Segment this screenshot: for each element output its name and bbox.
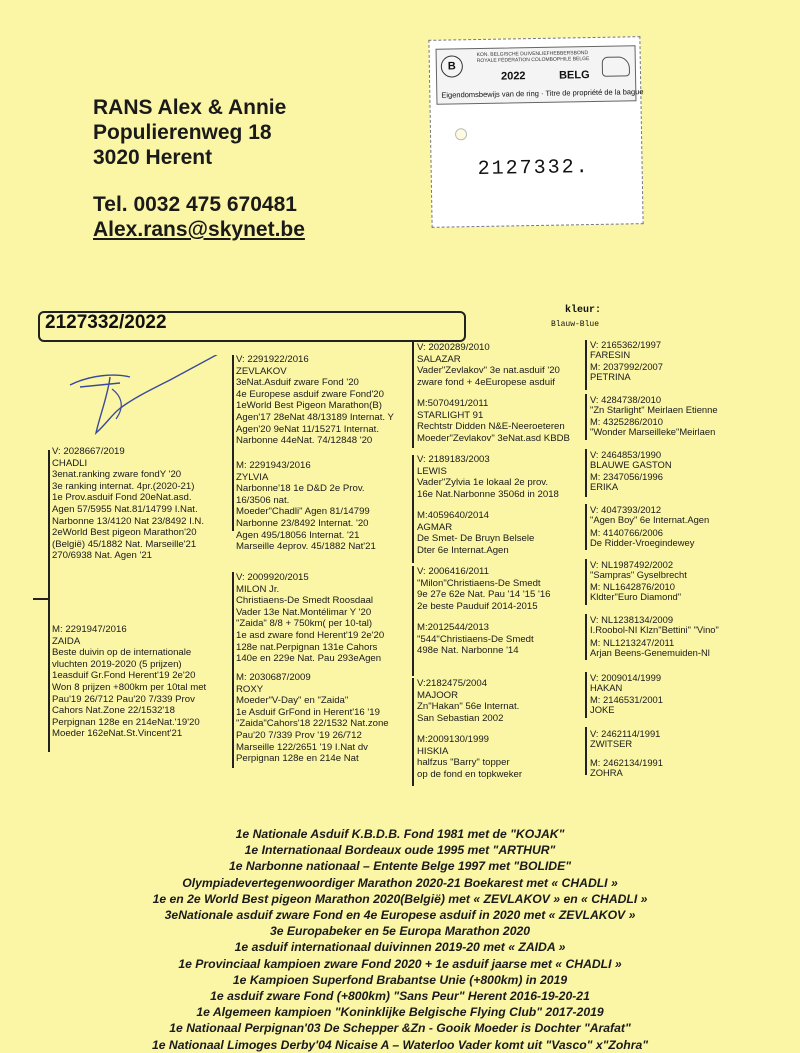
achievement-item: 1e asduif zware Fond (+800km) "Sans Peur" Herent 2016-19-20-21: [210, 989, 590, 1004]
g4-name: "Wonder Marseilleke"Meirlaen: [590, 426, 716, 438]
bracket-line: [585, 340, 587, 390]
fff-name: SALAZAR: [417, 353, 461, 365]
g4-entry: [590, 582, 681, 603]
mm-info: Pau'20 7/339 Prov '19 26/712: [236, 729, 362, 741]
mff-info: 9e 27e 62e Nat. Pau '14 '15 '16: [417, 589, 551, 601]
mf-info: Christiaens-De Smedt Roosdaal: [236, 595, 374, 607]
fmf-info: Vader"Zylvia 1e lokaal 2e prov.: [417, 477, 549, 489]
father-ring: V: 2028667/2019: [52, 446, 125, 457]
mf-info: 1e asd zware fond Herent'19 2e'20: [236, 629, 385, 641]
owner-name: RANS Alex & Annie: [93, 96, 287, 119]
g4-name: ZWITSER: [590, 738, 633, 750]
g4-entry: [590, 362, 663, 383]
pedigree-father: [52, 446, 204, 562]
ring-certificate: [428, 36, 643, 228]
bracket-line: [585, 559, 587, 605]
g4-entry: [590, 472, 663, 493]
fm-info: Marseille 4eprov. 45/1882 Nat'21: [236, 541, 376, 553]
g4-ring: V: NL1987492/2002: [590, 559, 674, 570]
mmf-info: San Sebastian 2002: [417, 712, 504, 724]
g4-ring: M: 4140766/2006: [590, 527, 663, 538]
mother-info: Won 8 prijzen +800km per 10tal met: [52, 681, 207, 693]
achievement-item: 3eNationale asduif zware Fond en 4e Europese asduif in 2020 met « ZEVLAKOV »: [164, 908, 636, 923]
fmf-info: 16e Nat.Narbonne 3506d in 2018: [417, 488, 559, 500]
g4-entry: [590, 638, 710, 659]
ff-name: ZEVLAKOV: [236, 365, 287, 377]
g4-name: PETRINA: [590, 371, 631, 383]
mf-info: 128e nat.Perpignan 131e Cahors: [236, 641, 378, 653]
mother-info: Cahors Nat.Zone 22/1532'18: [52, 705, 175, 717]
mother-info: 1easduif Gr.Fond Herent'19 2e'20: [52, 670, 196, 682]
mother-info: Beste duivin op de internationale: [52, 647, 192, 659]
father-name: CHADLI: [52, 457, 88, 469]
mother-info: Moeder 162eNat.St.Vincent'21: [52, 728, 183, 740]
g4-entry: [590, 560, 687, 581]
g4-entry: [590, 505, 709, 526]
bracket-line: [232, 355, 234, 531]
achievement-item: 1e en 2e World Best pigeon Marathon 2020(België) met « ZEVLAKOV » en « CHADLI »: [152, 891, 648, 906]
g4-name: HAKAN: [590, 682, 623, 694]
bracket-line: [232, 572, 234, 768]
bracket-line: [585, 672, 587, 718]
g4-entry: [590, 528, 694, 549]
g4-name: Arjan Beens-Genemuiden-Nl: [590, 647, 710, 659]
fm-name: ZYLVIA: [236, 471, 269, 483]
mm-info: "Zaida"Cahors'18 22/1532 Nat.zone: [236, 718, 389, 730]
fm-info: Agen 495/18056 Internat. '21: [236, 529, 360, 541]
mm-ring: M: 2030687/2009: [236, 672, 311, 683]
pedigree-mff: [417, 566, 551, 612]
kbdb-logo-icon: B: [441, 55, 463, 77]
pedigree-ff: [236, 354, 394, 447]
g4-name: Kldter"Euro Diamond": [590, 591, 682, 603]
achievements-list: [0, 826, 800, 1053]
g4-entry: [590, 340, 661, 361]
fff-ring: V: 2020289/2010: [417, 342, 490, 353]
owner-street: Populierenweg 18: [93, 121, 272, 144]
fmf-ring: V: 2189183/2003: [417, 454, 490, 465]
g4-ring: M: 4325286/2010: [590, 416, 663, 427]
mmm-info: halfzus "Barry" topper: [417, 757, 510, 769]
certificate-year: 2022: [500, 70, 526, 83]
g4-entry: [590, 450, 672, 471]
bracket-line: [412, 342, 414, 448]
fmm-info: De Smet- De Bruyn Belsele: [417, 533, 535, 545]
achievement-item: 3e Europabeker en 5e Europa Marathon 2020: [269, 924, 531, 939]
mf-name: MILON Jr.: [236, 583, 280, 595]
achievement-item: 1e Nationale Asduif K.B.D.B. Fond 1981 met de "KOJAK": [235, 827, 565, 841]
fff-info: zware fond + 4eEuropese asduif: [417, 376, 555, 388]
achievement-item: 1e Algemeen kampioen "Koninklijke Belgische Flying Club" 2017-2019: [196, 1005, 604, 1020]
g4-ring: M: 2037992/2007: [590, 361, 663, 372]
g4-ring: V: 4047393/2012: [590, 504, 662, 515]
mmm-info: op de fond en topkweker: [417, 768, 523, 780]
ffm-info: Rechtstr Didden N&E-Neeroeteren: [417, 421, 565, 433]
g4-entry: [590, 615, 719, 636]
mff-name: "Milon"Christiaens-De Smedt: [417, 577, 541, 589]
achievement-item: 1e Provinciaal kampioen zware Fond 2020 + 1e asduif jaarse met « CHADLI »: [178, 956, 622, 971]
achievement-item: Olympiadevertegenwoordiger Marathon 2020-21 Boekarest met « CHADLI »: [182, 875, 618, 890]
ff-info: Agen'20 9eNat 11/15271 Internat.: [236, 423, 380, 435]
father-info: Agen 57/5955 Nat.81/14799 I.Nat.: [52, 503, 198, 515]
bracket-line: [48, 450, 50, 752]
pedigree-fmf: [417, 454, 559, 500]
ff-info: Agen'17 28eNat 48/13189 Internat. Y: [236, 411, 394, 423]
mm-name: ROXY: [236, 683, 264, 695]
org-line-2: ROYALE FÉDÉRATION COLOMBOPHILE BELGE: [476, 56, 590, 65]
g4-entry: [590, 695, 663, 716]
org-line-1: KON. BELGISCHE DUIVENLIEFHEBBERSBOND: [476, 50, 589, 59]
g4-name: I.Roobol-NI Klzn"Bettini" "Vino": [590, 624, 719, 636]
bracket-line: [585, 394, 587, 440]
g4-name: ZOHRA: [590, 767, 623, 779]
father-info: 2eWorld Best pigeon Marathon'20: [52, 527, 197, 539]
g4-name: ERIKA: [590, 481, 619, 493]
certificate-header: [436, 45, 644, 104]
bracket-line: [585, 614, 587, 660]
ring-number: 2127332/2022: [45, 312, 167, 333]
g4-name: De Ridder-Vroegindewey: [590, 537, 695, 549]
father-info: 3enat.ranking zware fondY '20: [52, 469, 182, 481]
certificate-country: BELG: [558, 69, 590, 82]
mm-info: 1e Asduif GrFond in Herent'16 '19: [236, 706, 380, 718]
bracket-line: [585, 727, 587, 775]
owner-email-link[interactable]: Alex.rans@skynet.be: [93, 218, 305, 241]
g4-ring: V: 4284738/2010: [590, 394, 662, 405]
mother-ring: M: 2291947/2016: [52, 624, 127, 635]
achievement-item: 1e Kampioen Superfond Brabantse Unie (+800km) in 2019: [232, 972, 568, 987]
g4-ring: M: NL1642876/2010: [590, 581, 675, 592]
signature-icon: [60, 355, 230, 445]
pigeon-icon: [602, 56, 630, 76]
ff-info: 1eWorld Best Pigeon Marathon(B): [236, 400, 382, 412]
fm-info: Narbonne'18 1e D&D 2e Prov.: [236, 483, 365, 495]
fm-ring: M: 2291943/2016: [236, 460, 311, 471]
pedigree-fff: [417, 342, 560, 388]
ffm-info: Moeder"Zevlakov" 3eNat.asd KBDB: [417, 432, 570, 444]
g4-ring: V: 2462114/1991: [590, 728, 661, 739]
pedigree-mmf: [417, 678, 519, 724]
mf-info: "Zaida" 8/8 + 750km( per 10-tal): [236, 618, 373, 630]
mmf-ring: V:2182475/2004: [417, 678, 488, 689]
ffm-name: STARLIGHT 91: [417, 409, 484, 421]
pedigree-mother: [52, 624, 206, 740]
mmm-ring: M:2009130/1999: [417, 734, 490, 745]
pedigree-mm: [236, 672, 389, 765]
fm-info: Moeder"Chadli" Agen 81/14799: [236, 506, 370, 518]
g4-entry: [590, 673, 661, 694]
g4-ring: V: 2165362/1997: [590, 339, 662, 350]
achievement-item: 1e Internationaal Bordeaux oude 1995 met "ARTHUR": [244, 843, 556, 858]
mm-info: Perpignan 128e en 214e Nat: [236, 753, 359, 765]
owner-city: 3020 Herent: [93, 146, 213, 169]
g4-ring: M: NL1213247/2011: [590, 637, 675, 648]
fmm-info: Dter 6e Internat.Agen: [417, 544, 509, 556]
bracket-line: [412, 566, 414, 676]
g4-entry: [590, 395, 718, 416]
g4-entry: [590, 729, 660, 750]
g4-ring: M: 2347056/1996: [590, 471, 663, 482]
g4-ring: V: NL1238134/2009: [590, 614, 674, 625]
fm-info: 16/3506 nat.: [236, 494, 290, 506]
g4-name: BLAUWE GASTON: [590, 459, 672, 471]
bracket-line: [33, 598, 49, 600]
g4-entry: [590, 417, 715, 438]
mf-info: Vader 13e Nat.Montélimar Y '20: [236, 606, 372, 618]
g4-name: "Sampras" Gyselbrecht: [590, 569, 687, 581]
g4-entry: [590, 758, 663, 779]
g4-ring: V: 2464853/1990: [590, 449, 662, 460]
father-info: (België) 45/1882 Nat. Marseille'21: [52, 538, 197, 550]
ff-info: 3eNat.Asduif zware Fond '20: [236, 377, 359, 389]
achievement-item: 1e Nationaal Limoges Derby'04 Nicaise A – Waterloo Vader komt uit "Vasco" x"Zohra": [151, 1037, 649, 1052]
certificate-organisation: [477, 50, 590, 64]
pedigree-mf: [236, 572, 384, 665]
fm-info: Narbonne 23/8492 Internat. '20: [236, 517, 369, 529]
mmf-name: MAJOOR: [417, 689, 459, 701]
father-info: 3e ranking internat. 4pr.(2020-21): [52, 480, 195, 492]
mmm-name: HISKIA: [417, 745, 449, 757]
mm-info: Moeder"V-Day" en "Zaida": [236, 695, 349, 707]
fff-info: Vader"Zevlakov" 3e nat.asduif '20: [417, 365, 560, 377]
mother-info: Perpignan 128e en 214eNat.'19'20: [52, 716, 200, 728]
pedigree-ffm: [417, 398, 570, 444]
fmm-name: AGMAR: [417, 521, 453, 533]
ffm-ring: M:5070491/2011: [417, 398, 489, 409]
bracket-line: [585, 449, 587, 497]
mf-info: 140e en 229e Nat. Pau 293eAgen: [236, 653, 382, 665]
g4-ring: M: 2462134/1991: [590, 757, 663, 768]
pedigree-mfm: [417, 622, 534, 657]
father-info: Narbonne 13/4120 Nat 23/8492 I.N.: [52, 515, 205, 527]
mm-info: Marseille 122/2651 '19 I.Nat dv: [236, 741, 368, 753]
g4-ring: V: 2009014/1999: [590, 672, 662, 683]
g4-name: JOKE: [590, 704, 615, 716]
colour-value: Blauw-Blue: [551, 320, 600, 329]
certificate-number: 2127332.: [477, 156, 590, 182]
bracket-line: [412, 678, 414, 786]
fmm-ring: M:4059640/2014: [417, 510, 490, 521]
achievement-item: 1e Nationaal Perpignan'03 De Schepper &Zn - Gooik Moeder is Dochter "Arafat": [169, 1021, 631, 1036]
fmf-name: LEWIS: [417, 465, 447, 477]
mother-name: ZAIDA: [52, 635, 81, 647]
achievement-item: 1e asduif internationaal duivinnen 2019-20 met « ZAIDA »: [234, 940, 566, 955]
ff-info: 4e Europese asduif zware Fond'20: [236, 388, 384, 400]
bracket-line: [412, 455, 414, 563]
mother-info: vluchten 2019-2020 (5 prijzen): [52, 658, 182, 670]
mfm-info: 498e Nat. Narbonne '14: [417, 645, 519, 657]
g4-name: "Zn Starlight" Meirlaen Etienne: [590, 404, 718, 416]
g4-name: FARESIN: [590, 349, 631, 361]
mfm-ring: M:2012544/2013: [417, 622, 490, 633]
bracket-line: [585, 504, 587, 550]
colour-label: kleur:: [565, 305, 602, 316]
pedigree-mmm: [417, 734, 522, 780]
certificate-title: Eigendomsbewijs van de ring · Titre de propriété de la bague: [441, 87, 644, 100]
g4-name: "Agen Boy" 6e Internat.Agen: [590, 514, 710, 526]
mmf-info: Zn"Hakan" 56e Internat.: [417, 701, 520, 713]
father-info: 270/6938 Nat. Agen '21: [52, 550, 152, 562]
owner-phone: Tel. 0032 475 670481: [93, 193, 297, 216]
mf-ring: V: 2009920/2015: [236, 572, 309, 583]
g4-ring: M: 2146531/2001: [590, 694, 663, 705]
achievement-item: 1e Narbonne nationaal – Entente Belge 1997 met "BOLIDE": [228, 859, 572, 874]
pedigree-fm: [236, 460, 376, 553]
punch-hole-icon: [455, 128, 467, 140]
mother-info: Pau'19 26/712 Pau'20 7/339 Prov: [52, 693, 195, 705]
mff-ring: V: 2006416/2011: [417, 566, 490, 577]
ff-info: Narbonne 44eNat. 74/12848 '20: [236, 435, 373, 447]
mfm-name: "544"Christiaens-De Smedt: [417, 633, 534, 645]
pedigree-fmm: [417, 510, 534, 556]
ff-ring: V: 2291922/2016: [236, 354, 309, 365]
mff-info: 2e beste Pauduif 2014-2015: [417, 600, 538, 612]
father-info: 1e Prov.asduif Fond 20eNat.asd.: [52, 492, 192, 504]
